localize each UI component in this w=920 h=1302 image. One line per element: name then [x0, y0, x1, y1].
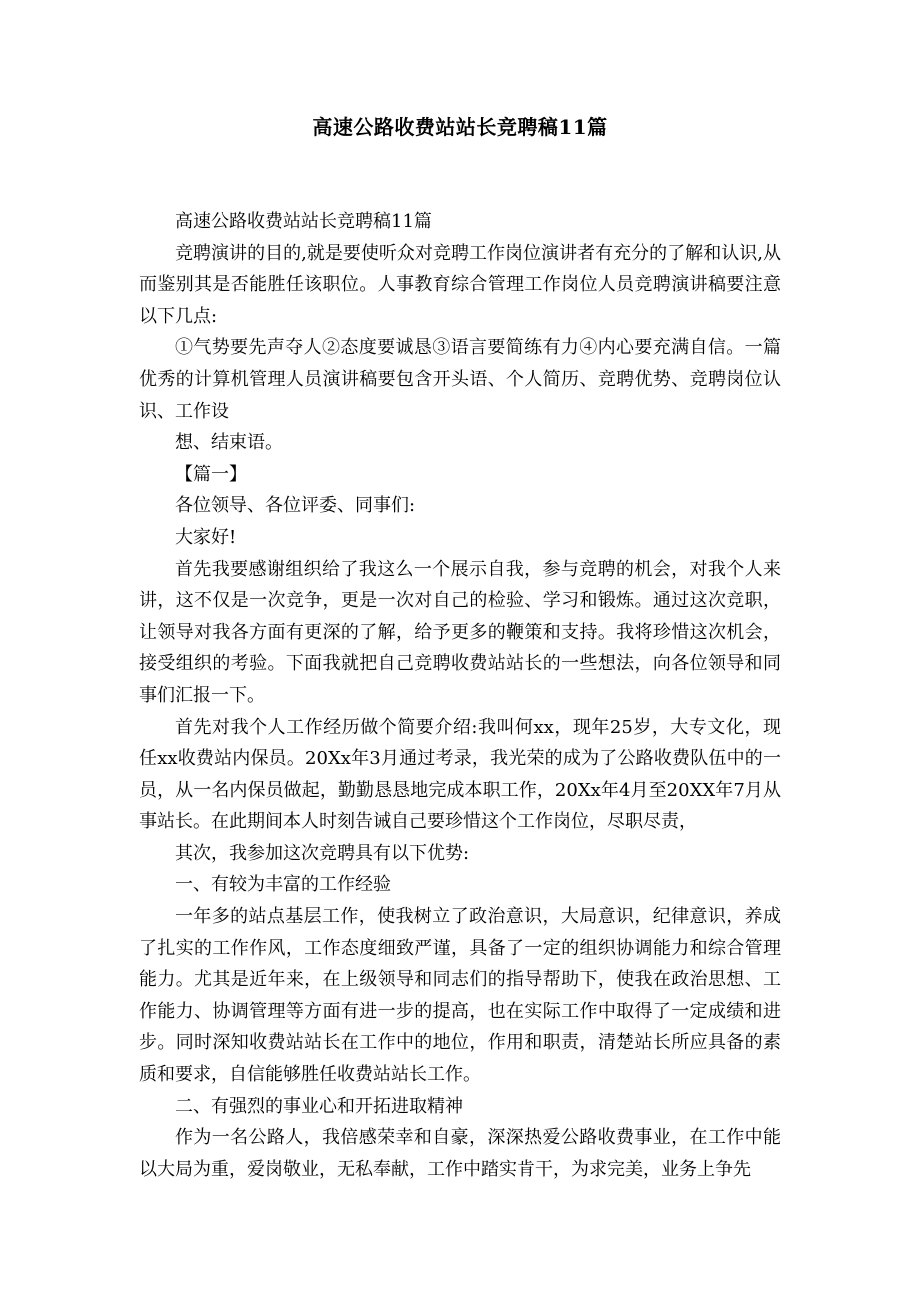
paragraph-thanks: 首先我要感谢组织给了我这么一个展示自我，参与竞聘的机会，对我个人来讲，这不仅是一次竞争，更是一次对自己的检验、学习和锻炼。通过这次竞职，让领导对我各方面有更深的了解，给予更多的鞭策和支持。我将珍惜这次机会，接受组织的考验。下面我就把自己竞聘收费站站长的一些想法，向各位领导和同事们汇报一下。: [139, 558, 781, 706]
heading-dedication: 二、有强烈的事业心和开拓进取精神: [175, 1095, 463, 1117]
heading-experience: 一、有较为丰富的工作经验: [175, 874, 391, 896]
paragraph-salutation: 各位领导、各位评委、同事们:: [175, 495, 416, 517]
paragraph-subtitle: 高速公路收费站站长竞聘稿11篇: [175, 211, 432, 232]
section-heading-part-one: 【篇一】: [175, 463, 247, 485]
paragraph-self-intro: 首先对我个人工作经历做个简要介绍:我叫何xx，现年25岁，大专文化，现任xx收费站内保员。20Xx年3月通过考录，我光荣的成为了公路收费队伍中的一员，从一名内保员做起，勤勤恳恳地完成本职工作，20Xx年4月至20XX年7月从事站长。在此期间本人时刻告诫自己要珍惜这个工作岗位，尽职尽责，: [139, 716, 781, 833]
paragraph-greeting: 大家好!: [175, 526, 237, 548]
paragraph-dedication: 作为一名公路人，我倍感荣幸和自豪，深深热爱公路收费事业，在工作中能以大局为重，爱岗敬业，无私奉献，工作中踏实肯干，为求完美，业务上争先: [139, 1127, 781, 1180]
paragraph-advantages-lead: 其次，我参加这次竞聘具有以下优势:: [175, 842, 470, 864]
paragraph-experience: 一年多的站点基层工作，使我树立了政治意识，大局意识，纪律意识，养成了扎实的工作作风，工作态度细致严谨，具备了一定的组织协调能力和综合管理能力。尤其是近年来，在上级领导和同志们的指导帮助下，使我在政治思想、工作能力、协调管理等方面有进一步的提高，也在实际工作中取得了一定成绩和进步。同时深知收费站站长在工作中的地位，作用和职责，清楚站长所应具备的素质和要求，自信能够胜任收费站站长工作。: [139, 906, 781, 1086]
document-title: 高速公路收费站站长竞聘稿11篇: [312, 115, 608, 139]
paragraph-tips: ①气势要先声夺人②态度要诚恳③语言要简练有力④内心要充满自信。一篇优秀的计算机管理人员演讲稿要包含开头语、个人简历、竞聘优势、竞聘岗位认识、工作设: [139, 337, 781, 422]
paragraph-intro: 竞聘演讲的目的,就是要使听众对竞聘工作岗位演讲者有充分的了解和认识,从而鉴别其是否能胜任该职位。人事教育综合管理工作岗位人员竞聘演讲稿要注意以下几点:: [139, 242, 781, 327]
paragraph-tips-continued: 想、结束语。: [175, 432, 283, 454]
document-body: [139, 206, 781, 1185]
